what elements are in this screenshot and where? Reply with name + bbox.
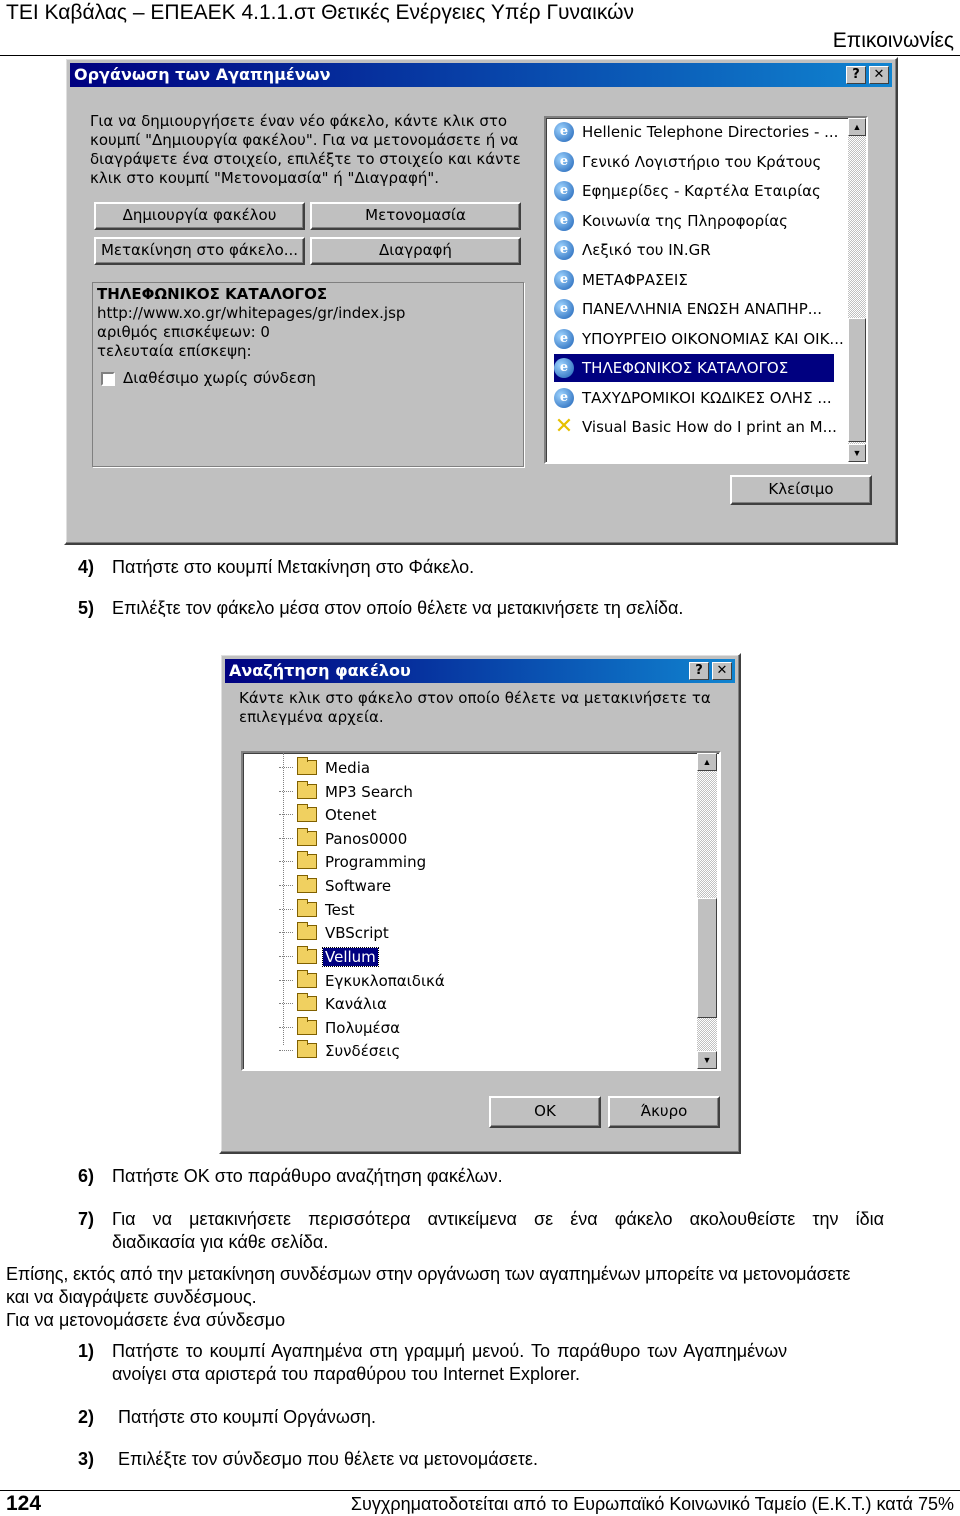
folder-icon xyxy=(297,1043,317,1058)
favorite-item[interactable] xyxy=(554,266,834,294)
paragraph-line: Για να μετονομάσετε ένα σύνδεσμο xyxy=(6,1310,286,1330)
close-icon[interactable]: ✕ xyxy=(869,66,889,84)
step-text: Επιλέξτε τον σύνδεσμο που θέλετε να μετονομάσετε. xyxy=(118,1449,538,1469)
step-number: 6) xyxy=(78,1166,95,1186)
details-visits: αριθμός επισκέψεων: 0 xyxy=(97,323,270,341)
step-number: 7) xyxy=(78,1209,95,1229)
folder-icon xyxy=(297,973,317,988)
step-number: 4) xyxy=(78,557,95,577)
favorite-item[interactable] xyxy=(554,384,834,412)
section-title: Επικοινωνίες xyxy=(832,29,954,52)
browse-folder-titlebar xyxy=(225,659,735,683)
folder-label: Κανάλια xyxy=(325,994,387,1013)
help-button[interactable]: ? xyxy=(846,66,866,84)
step-number: 3) xyxy=(78,1449,95,1469)
scroll-down-arrow-icon[interactable]: ▼ xyxy=(697,1051,717,1069)
favorite-label: Hellenic Telephone Directories - ... xyxy=(582,123,839,141)
favorite-item[interactable] xyxy=(554,325,844,353)
ie-icon: e xyxy=(554,181,574,201)
folder-item[interactable] xyxy=(279,803,379,826)
folder-tree-scrollbar[interactable] xyxy=(697,753,717,1069)
favorites-scrollbar[interactable] xyxy=(848,118,866,462)
move-to-folder-button[interactable]: Μετακίνηση στο φάκελο... xyxy=(94,237,305,265)
folder-label: Vellum xyxy=(325,947,376,966)
step-number: 2) xyxy=(78,1407,95,1427)
help-button[interactable]: ? xyxy=(689,662,709,680)
ie-icon: e xyxy=(554,240,574,260)
folder-item[interactable] xyxy=(279,850,428,873)
favorite-label: ΠΑΝΕΛΛΗΝΙΑ ΕΝΩΣΗ ΑΝΑΠΗΡ... xyxy=(582,300,823,318)
scroll-up-arrow-icon[interactable]: ▲ xyxy=(848,118,866,136)
instructions-text xyxy=(90,112,521,188)
favorite-label: Λεξικό του IN.GR xyxy=(582,241,711,259)
folder-icon xyxy=(297,807,317,822)
offline-option[interactable] xyxy=(101,369,316,388)
ie-icon: e xyxy=(554,270,574,290)
folder-item[interactable] xyxy=(279,780,415,803)
details-last-visit: τελευταία επίσκεψη: xyxy=(97,342,252,360)
tree-branch xyxy=(279,885,293,886)
ie-icon: e xyxy=(554,299,574,319)
folder-open-icon xyxy=(297,949,317,964)
folder-item[interactable] xyxy=(279,992,389,1015)
close-icon[interactable]: ✕ xyxy=(712,662,732,680)
ie-icon: e xyxy=(554,388,574,408)
folder-tree[interactable] xyxy=(241,751,721,1071)
cancel-button[interactable]: Άκυρο xyxy=(608,1096,720,1128)
scroll-thumb[interactable] xyxy=(697,898,717,1018)
instruction-line: επιλεγμένα αρχεία. xyxy=(239,708,384,726)
folder-label: Test xyxy=(325,900,355,919)
tree-branch xyxy=(279,980,293,981)
favorite-label: Εφημερίδες - Καρτέλα Εταιρίας xyxy=(582,182,821,200)
step-text: Επιλέξτε τον φάκελο μέσα στον οποίο θέλετε να μετακινήσετε τη σελίδα. xyxy=(112,598,684,618)
favorite-label: ΜΕΤΑΦΡΑΣΕΙΣ xyxy=(582,271,688,289)
favorite-item[interactable] xyxy=(554,207,834,235)
organize-favorites-dialog xyxy=(64,57,898,545)
folder-item[interactable] xyxy=(279,756,372,779)
folder-label: Otenet xyxy=(325,805,377,824)
favorite-item-selected[interactable] xyxy=(554,354,834,382)
step-text: Πατήστε το κουμπί Αγαπημένα στη γραμμή μενού. Το παράθυρο των Αγαπημένων xyxy=(112,1341,788,1361)
offline-label: Διαθέσιμο χωρίς σύνδεση xyxy=(123,369,316,387)
ie-icon: e xyxy=(554,152,574,172)
scroll-down-arrow-icon[interactable]: ▼ xyxy=(848,444,866,462)
paragraph-line: Επίσης, εκτός από την μετακίνηση συνδέσμων στην οργάνωση των αγαπημένων μπορείτε να μετονομάσετε xyxy=(6,1264,851,1284)
ie-icon: e xyxy=(554,358,574,378)
folder-label: Panos0000 xyxy=(325,829,408,848)
instruction-line: κουμπί "Δημιουργία φακέλου". Για να μετονομάσετε ή να xyxy=(90,131,519,149)
browse-folder-dialog xyxy=(219,653,741,1154)
step-text: Πατήστε στο κουμπί Μετακίνηση στο Φάκελο. xyxy=(112,557,475,577)
folder-item[interactable] xyxy=(279,1039,402,1062)
ie-icon: e xyxy=(554,122,574,142)
folder-label: Media xyxy=(325,758,371,777)
favorite-label: ΤΗΛΕΦΩΝΙΚΟΣ ΚΑΤΑΛΟΓΟΣ xyxy=(582,359,789,377)
x-icon: ✕ xyxy=(554,414,574,439)
favorite-item[interactable] xyxy=(554,295,834,323)
folder-label: Πολυμέσα xyxy=(325,1018,401,1037)
folder-icon xyxy=(297,854,317,869)
folder-label: Programming xyxy=(325,852,427,871)
create-folder-button[interactable]: Δημιουργία φακέλου xyxy=(94,202,305,230)
folder-icon xyxy=(297,996,317,1011)
folder-item[interactable] xyxy=(279,898,357,921)
scroll-up-arrow-icon[interactable]: ▲ xyxy=(697,753,717,771)
details-name: ΤΗΛΕΦΩΝΙΚΟΣ ΚΑΤΑΛΟΓΟΣ xyxy=(97,285,328,303)
folder-label: Εγκυκλοπαιδικά xyxy=(325,971,445,990)
favorite-item[interactable] xyxy=(554,413,837,441)
tree-branch xyxy=(279,956,293,957)
folder-icon xyxy=(297,831,317,846)
tree-branch xyxy=(279,767,293,768)
folder-icon xyxy=(297,925,317,940)
folder-item-selected[interactable] xyxy=(279,945,378,968)
folder-item[interactable] xyxy=(279,969,447,992)
folder-label: MP3 Search xyxy=(325,782,413,801)
folder-icon xyxy=(297,784,317,799)
tree-branch xyxy=(279,1003,293,1004)
rename-button[interactable]: Μετονομασία xyxy=(310,202,521,230)
step-text: Για να μετακινήσετε περισσότερα αντικείμενα σε ένα φάκελο ακολουθείστε την ίδια xyxy=(112,1209,884,1229)
folder-icon xyxy=(297,902,317,917)
tree-branch xyxy=(279,814,293,815)
footer-divider xyxy=(0,1490,960,1491)
tree-branch xyxy=(279,1050,293,1051)
folder-label: Συνδέσεις xyxy=(325,1041,401,1060)
details-text xyxy=(97,285,405,361)
tree-branch xyxy=(279,838,293,839)
details-url: http://www.xo.gr/whitepages/gr/index.jsp xyxy=(97,304,406,322)
step-1 xyxy=(78,1340,948,1386)
details-box xyxy=(92,282,524,467)
tree-branch xyxy=(279,791,293,792)
favorite-label: ΤΑΧΥΔΡΟΜΙΚΟΙ ΚΩΔΙΚΕΣ ΟΛΗΣ ... xyxy=(582,389,832,407)
favorite-label: Visual Basic How do I print an M... xyxy=(582,418,837,436)
delete-button[interactable]: Διαγραφή xyxy=(310,237,521,265)
ie-icon: e xyxy=(554,329,574,349)
instruction-line: κλικ στο κουμπί "Μετονομασία" ή "Διαγραφή". xyxy=(90,169,440,187)
step-text-continued: διαδικασία για κάθε σελίδα. xyxy=(112,1232,329,1252)
folder-icon xyxy=(297,760,317,775)
favorite-item[interactable] xyxy=(554,177,834,205)
favorite-label: ΥΠΟΥΡΓΕΙΟ ΟΙΚΟΝΟΜΙΑΣ ΚΑΙ ΟΙΚ... xyxy=(582,330,844,348)
instructions-text xyxy=(239,689,711,727)
paragraph-line: και να διαγράψετε συνδέσμους. xyxy=(6,1287,257,1307)
favorite-label: Κοινωνία της Πληροφορίας xyxy=(582,212,788,230)
step-number: 1) xyxy=(78,1341,95,1361)
favorites-list[interactable] xyxy=(544,116,868,464)
tree-branch xyxy=(279,932,293,933)
tree-branch xyxy=(279,861,293,862)
step-text-continued: ανοίγει στα αριστερά του παραθύρου του Internet Explorer. xyxy=(112,1364,581,1384)
step-number: 5) xyxy=(78,598,95,618)
instruction-line: Κάντε κλικ στο φάκελο στον οποίο θέλετε να μετακινήσετε τα xyxy=(239,689,711,707)
folder-label: VBScript xyxy=(325,923,389,942)
document-title: ΤΕΙ Καβάλας – ΕΠΕΑΕΚ 4.1.1.στ Θετικές Ενέργειες Υπέρ Γυναικών xyxy=(6,1,634,24)
folder-item[interactable] xyxy=(279,827,409,850)
folder-label: Software xyxy=(325,876,392,895)
folder-item[interactable] xyxy=(279,874,393,897)
header-divider xyxy=(0,55,960,56)
tree-branch xyxy=(279,909,293,910)
ok-button[interactable]: OK xyxy=(489,1096,601,1128)
dialog-title: Αναζήτηση φακέλου xyxy=(229,661,411,680)
folder-icon xyxy=(297,878,317,893)
scroll-thumb[interactable] xyxy=(848,318,866,442)
funding-note: Συγχρηματοδοτείται από το Ευρωπαϊκό Κοινωνικό Ταμείο (Ε.Κ.Τ.) κατά 75% xyxy=(350,1494,954,1514)
instruction-line: Για να δημιουργήσετε έναν νέο φάκελο, κάντε κλικ στο xyxy=(90,112,508,130)
step-7 xyxy=(78,1208,948,1254)
favorite-label: Γενικό Λογιστήριο του Κράτους xyxy=(582,153,822,171)
folder-item[interactable] xyxy=(279,1016,402,1039)
step-text: Πατήστε OK στο παράθυρο αναζήτηση φακέλων. xyxy=(112,1166,503,1186)
favorite-item[interactable] xyxy=(554,236,834,264)
favorite-item[interactable] xyxy=(554,118,839,146)
body-paragraph xyxy=(6,1263,956,1332)
folder-icon xyxy=(297,1020,317,1035)
page-number: 124 xyxy=(6,1492,42,1515)
favorite-item[interactable] xyxy=(554,148,834,176)
offline-checkbox[interactable] xyxy=(101,372,115,386)
close-button[interactable]: Κλείσιμο xyxy=(730,475,872,505)
folder-item[interactable] xyxy=(279,921,391,944)
instruction-line: διαγράψετε ένα στοιχείο, επιλέξτε το στοιχείο και κάντε xyxy=(90,150,521,168)
ie-icon: e xyxy=(554,211,574,231)
dialog-title: Οργάνωση των Αγαπημένων xyxy=(74,65,331,84)
organize-favorites-titlebar xyxy=(70,63,892,87)
tree-branch xyxy=(279,1027,293,1028)
step-text: Πατήστε στο κουμπί Οργάνωση. xyxy=(118,1407,376,1427)
